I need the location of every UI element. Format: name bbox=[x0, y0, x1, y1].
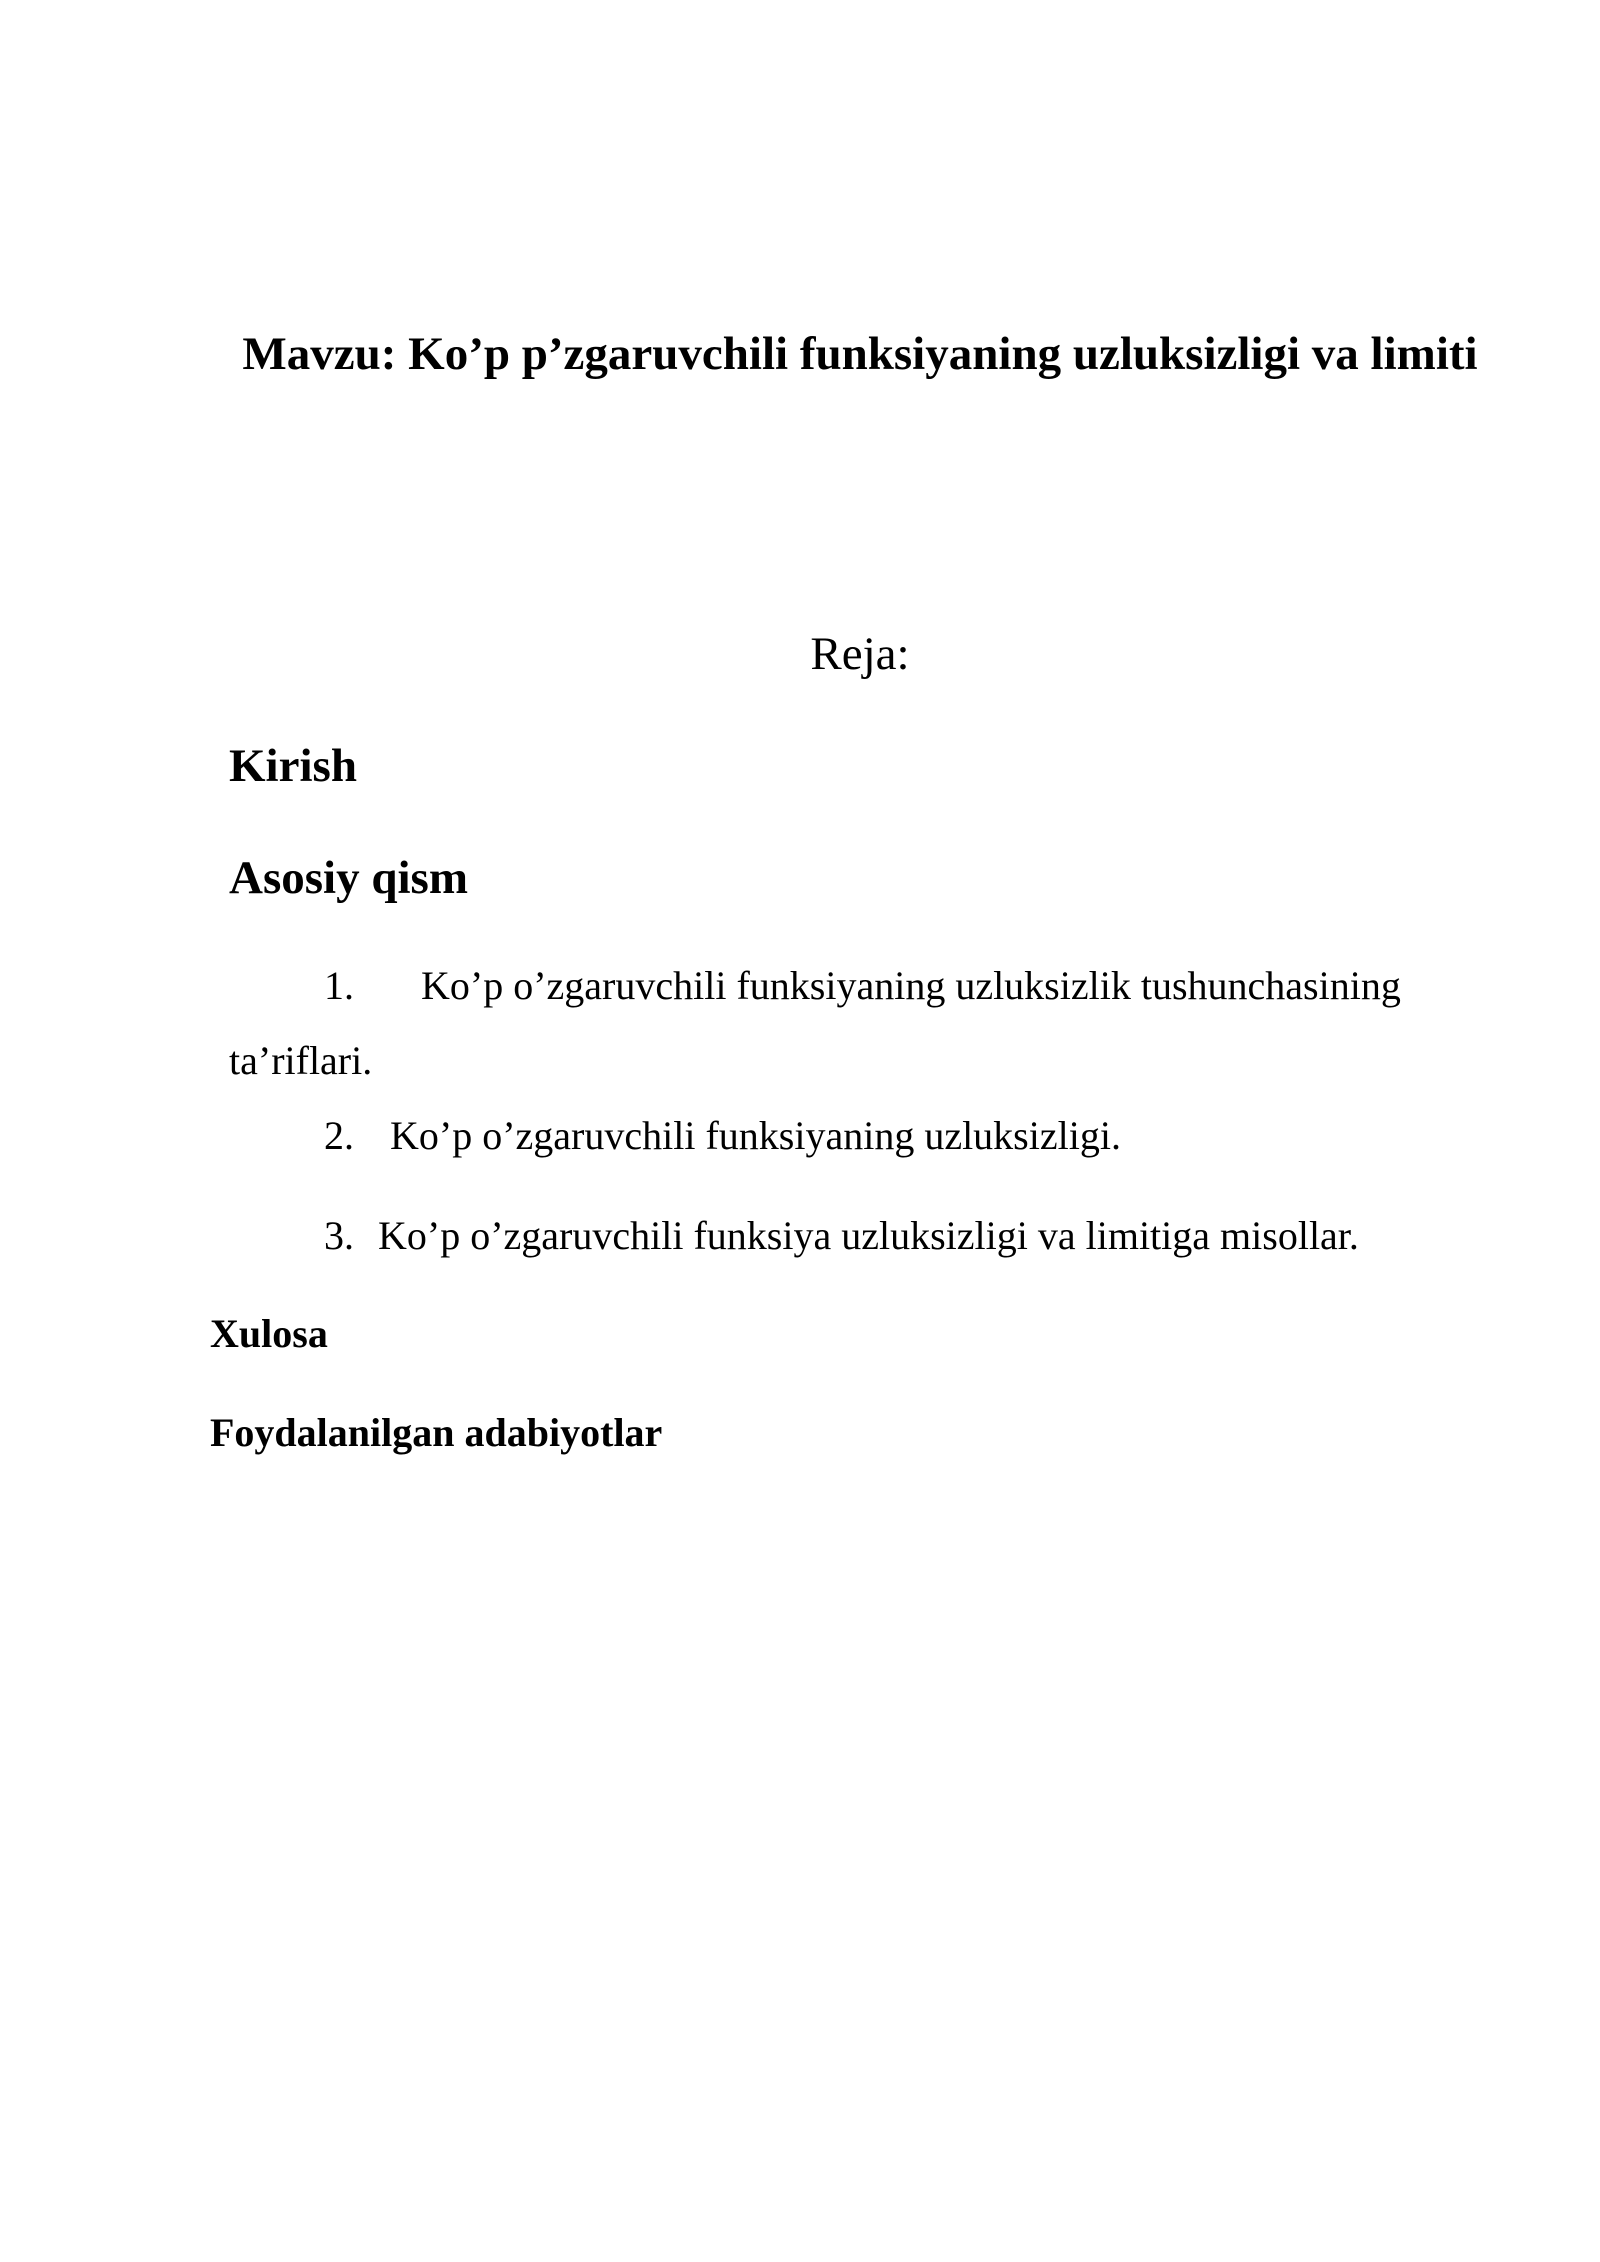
document-title: Mavzu: Ko’p p’zgaruvchili funksiyaning uzluksizligi va limiti bbox=[242, 328, 1478, 380]
section-references: Foydalanilgan adabiyotlar bbox=[210, 1410, 663, 1455]
plan-heading: Reja: bbox=[810, 628, 910, 680]
plan-item-3-number: 3. bbox=[324, 1213, 354, 1258]
plan-item-3-text: Ko’p o’zgaruvchili funksiya uzluksizligi va limitiga misollar. bbox=[378, 1213, 1359, 1258]
plan-item-2-text: Ko’p o’zgaruvchili funksiyaning uzluksizligi. bbox=[390, 1113, 1121, 1158]
section-intro: Kirish bbox=[229, 740, 357, 792]
plan-item-1-number: 1. bbox=[324, 963, 354, 1008]
plan-item-1-text-continued: ta’riflari. bbox=[229, 1038, 373, 1083]
section-conclusion: Xulosa bbox=[210, 1311, 328, 1356]
plan-item-1-text: Ko’p o’zgaruvchili funksiyaning uzluksizlik tushunchasining bbox=[421, 963, 1401, 1008]
plan-item-2-number: 2. bbox=[324, 1113, 354, 1158]
section-main: Asosiy qism bbox=[229, 852, 468, 904]
